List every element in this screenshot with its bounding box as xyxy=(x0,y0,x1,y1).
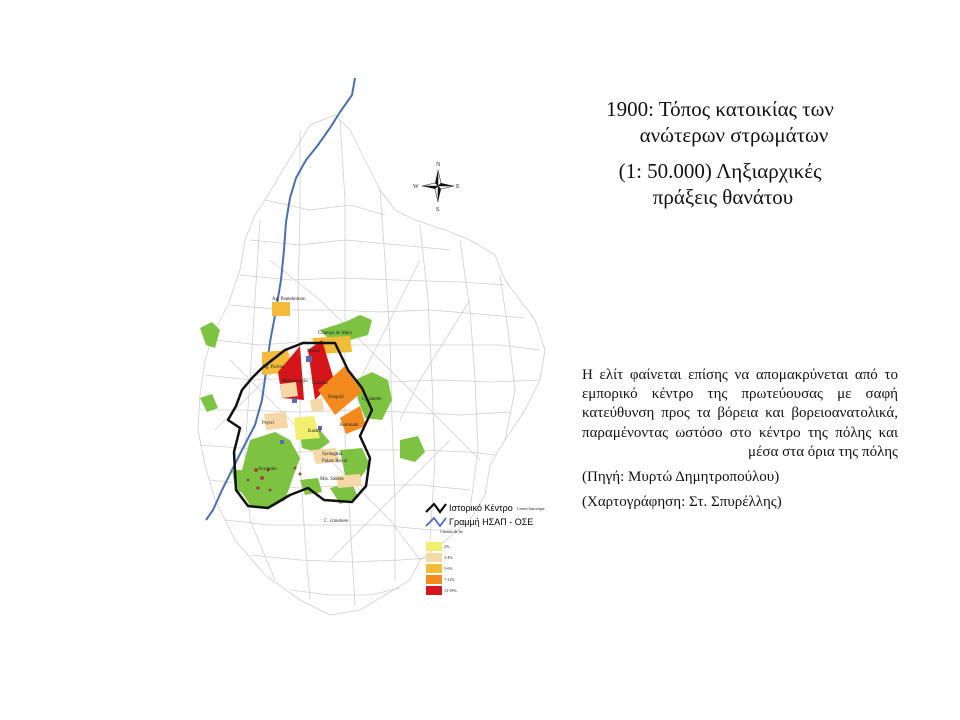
description-block xyxy=(582,366,898,512)
label-neapoli: Neapoli xyxy=(328,395,344,400)
label-ag-pavlos: Ag. Pavlos xyxy=(262,365,284,370)
label-psyrri: Psyrri xyxy=(262,421,274,426)
label-ag-panteleimon: Ag. Panteleimon xyxy=(272,297,306,302)
legend-class-5: 13-18% xyxy=(444,588,457,593)
compass-w: W xyxy=(413,184,419,190)
label-acropole: Acropole xyxy=(258,467,277,472)
source-credit: (Πηγή: Μυρτώ Δημητροπούλου) xyxy=(582,469,780,486)
label-palais-royal: Palais Royal xyxy=(322,459,348,464)
title-line-4: πράξεις θανάτου xyxy=(652,185,794,209)
historic-center-legend-icon xyxy=(426,504,446,512)
title-spacer xyxy=(560,148,880,158)
title-line-3: (1: 50.000) Ληξιαρχικές xyxy=(618,159,822,183)
legend-swatch-4 xyxy=(426,575,442,584)
legend-historic-center-fr: Centre historique xyxy=(517,506,545,511)
page-title xyxy=(560,96,880,210)
compass-rose-icon xyxy=(413,162,460,213)
zone-ag-panteleimon xyxy=(272,302,290,316)
legend-class-3: 5-6% xyxy=(444,566,453,571)
description-paragraph: Η ελίτ φαίνεται επίσης να απομακρύνεται από το εμπορικό κέντρο της πρωτεύουσας με σαφή κατεύθυνση προς τα βόρεια και βορειοανατολικά, παραμένοντας ωστόσο στο κέντρο της πόλης και μέσα στα όρια της πόλης xyxy=(582,367,898,460)
zone-center-small-2 xyxy=(310,398,324,412)
legend-class-1: 2% xyxy=(444,544,450,549)
label-musee: Musee xyxy=(307,349,321,354)
title-line-1: 1900: Τόπος κατοικίας των xyxy=(606,97,834,121)
legend-swatch-2 xyxy=(426,553,442,562)
city-blocks xyxy=(198,115,545,615)
compass-n: N xyxy=(436,162,441,168)
legend-swatch-5 xyxy=(426,586,442,595)
label-kolonaki: Kolonaki xyxy=(340,423,359,428)
legend xyxy=(426,503,545,595)
label-kastro: Kastro xyxy=(308,429,322,434)
legend-swatch-1 xyxy=(426,542,442,551)
legend-rail-line-fr: Chemin de fer xyxy=(440,529,463,534)
cartography-credit: (Χαρτογράφηση: Στ. Σπυρέλλης) xyxy=(582,494,782,511)
legend-historic-center: Ιστορικό Κέντρο xyxy=(449,503,513,513)
label-champs-de-mars: Champs de Mars xyxy=(318,331,352,336)
compass-s: S xyxy=(436,207,440,213)
label-metaxourgio: Metaxourgio xyxy=(282,379,308,384)
compass-e: E xyxy=(456,184,460,190)
label-lycabette: Lycabette xyxy=(362,397,382,402)
label-syntagma: Syntagma xyxy=(322,452,342,457)
legend-rail-line: Γραμμή ΗΣΑΠ - ΟΣΕ xyxy=(449,517,534,527)
legend-swatch-3 xyxy=(426,564,442,573)
zone-center-small xyxy=(280,382,298,398)
label-cimetiere: C. cimetiere xyxy=(324,519,349,524)
legend-class-2: 3-4% xyxy=(444,555,453,560)
title-line-2: ανώτερων στρωμάτων xyxy=(639,123,829,147)
label-exarhia: Exarhia xyxy=(312,381,328,386)
legend-class-4: 7-12% xyxy=(444,577,455,582)
label-mts-sakres: Mts. Sakres xyxy=(320,477,344,482)
rail-line-legend-icon xyxy=(426,518,446,526)
zone-kastro xyxy=(294,416,320,440)
